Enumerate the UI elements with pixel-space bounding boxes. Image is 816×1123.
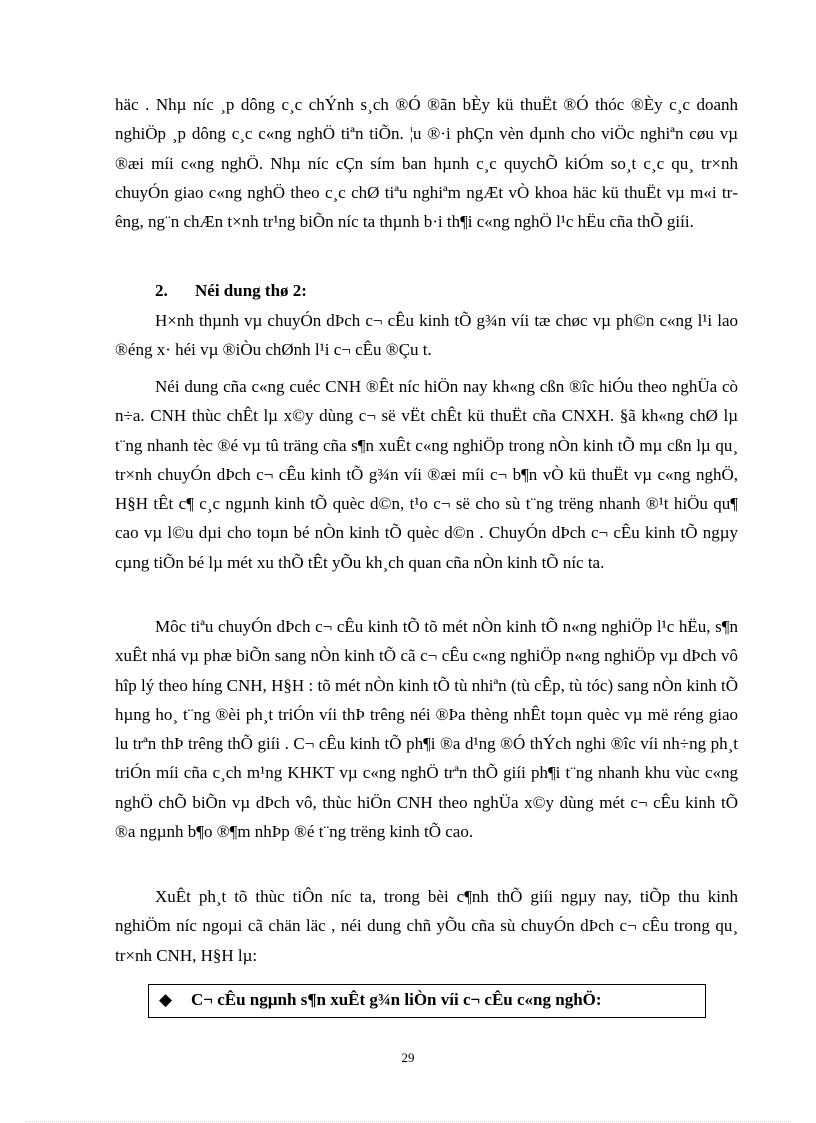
paragraph-1: häc . Nhµ níc ¸p dông c¸c chÝnh s¸ch ®Ó ®ãn bÈy kü thuËt ®Ó thóc ®Èy c¸c doanh nghiÖp ¸p dông c¸c c«ng nghÖ tiªn tiÕn. ¦u ®·i phÇn vèn dµnh cho viÖc nghiªn cøu vµ ®æi míi c«ng nghÖ. Nhµ níc cÇn sím ban hµnh c¸c quychÕ kiÓm so¸t c¸c qu¸ tr×nh chuyÓn giao c«ng nghÖ theo c¸c chØ tiªu nghiªm ngÆt vÒ khoa häc kü thuËt vµ m«i trêng, ng¨n chÆn t×nh tr¹ng biÕn níc ta thµnh b·i th¶i c«ng nghÖ l¹c hËu cña thÕ giíi. [115,95,738,232]
boxed-item-text: C¬ cÊu ngµnh s¶n xuÊt g¾n liÒn víi c¬ cÊu c«ng nghÖ: [191,990,602,1009]
paragraph-5: XuÊt ph¸t tõ thùc tiÔn níc ta, trong bèi c¶nh thÕ giíi ngµy nay, tiÕp thu kinh nghiÖm níc ngoµi cã chän läc , néi dung chñ yÕu cña sù chuyÓn dÞch c¬ cÊu trong qu¸ tr×nh CNH, H§H lµ: [115,887,738,965]
page-number: 29 [401,1050,415,1065]
paragraph-2: H×nh thµnh vµ chuyÓn dÞch c¬ cÊu kinh tÕ g¾n víi tæ chøc vµ ph©n c«ng l¹i lao ®éng x· héi vµ ®iÒu chØnh l¹i c¬ cÊu ®Çu t. [115,311,738,360]
paragraph-3: Néi dung cña c«ng cuéc CNH ®Êt níc hiÖn nay kh«ng cßn ®îc hiÓu theo nghÜa cò n÷a. CNH thùc chÊt lµ x©y dùng c¬ së vËt chÊt kü thuËt cña CNXH. §ã kh«ng chØ lµ t¨ng nhanh tèc ®é vµ tû träng cña s¶n xuÊt c«ng nghiÖp trong nÒn kinh tÕ mµ cßn lµ qu¸ tr×nh chuyÓn dÞch c¬ cÊu kinh tÕ g¾n víi ®æi míi c¬ b¶n vÒ kü thuËt vµ c«ng nghÖ, H§H tÊt c¶ c¸c ngµnh kinh tÕ quèc d©n, t¹o c¬ së cho sù t¨ng trëng nhanh ®¹t hiÖu qu¶ cao vµ l©u dµi cho toµn bé nÒn kinh tÕ quèc d©n . ChuyÓn dÞch c¬ cÊu kinh tÕ ngµy cµng tiÕn bé lµ mét xu thÕ tÊt yÕu kh¸ch quan cña nÒn kinh tÕ níc ta. [115,377,738,572]
paragraph-4: Môc tiªu chuyÓn dÞch c¬ cÊu kinh tÕ tõ mét nÒn kinh tÕ n«ng nghiÖp l¹c hËu, s¶n xuÊt nhá vµ phæ biÕn sang nÒn kinh tÕ cã c¬ cÊu c«ng nghiÖp n«ng nghiÖp vµ dÞch vô hîp lý theo híng CNH, H§H : tõ mét nÒn kinh tÕ tù nhiªn (tù cÊp, tù tóc) sang nÒn kinh tÕ hµng ho¸ t¨ng ®èi ph¸t triÓn víi thÞ trêng néi ®Þa thèng nhÊt toµn quèc vµ më réng giao lu trªn thÞ trêng thÕ giíi . C¬ cÊu kinh tÕ ph¶i ®a d¹ng ®Ó thÝch nghi ®îc víi nh÷ng ph¸t triÓn míi cña c¸ch m¹ng KHKT vµ c«ng nghÖ trªn thÕ giíi ph¶i t¨ng nhanh khu vùc c«ng nghÖ chÕ biÕn vµ dÞch vô, thùc hiÖn CNH theo nghÜa x©y dùng mét c¬ cÊu kinh tÕ ®a ngµnh b¶o ®¶m nhÞp ®é t¨ng trëng kinh tÕ cao. [115,617,738,842]
page-bottom-divider [25,1121,791,1122]
section-number: 2. [155,281,168,300]
diamond-bullet-icon: ◆ [159,990,173,1009]
boxed-bullet-item [148,984,706,1018]
section-title: Néi dung thø 2: [195,281,307,300]
section-heading [155,276,307,305]
